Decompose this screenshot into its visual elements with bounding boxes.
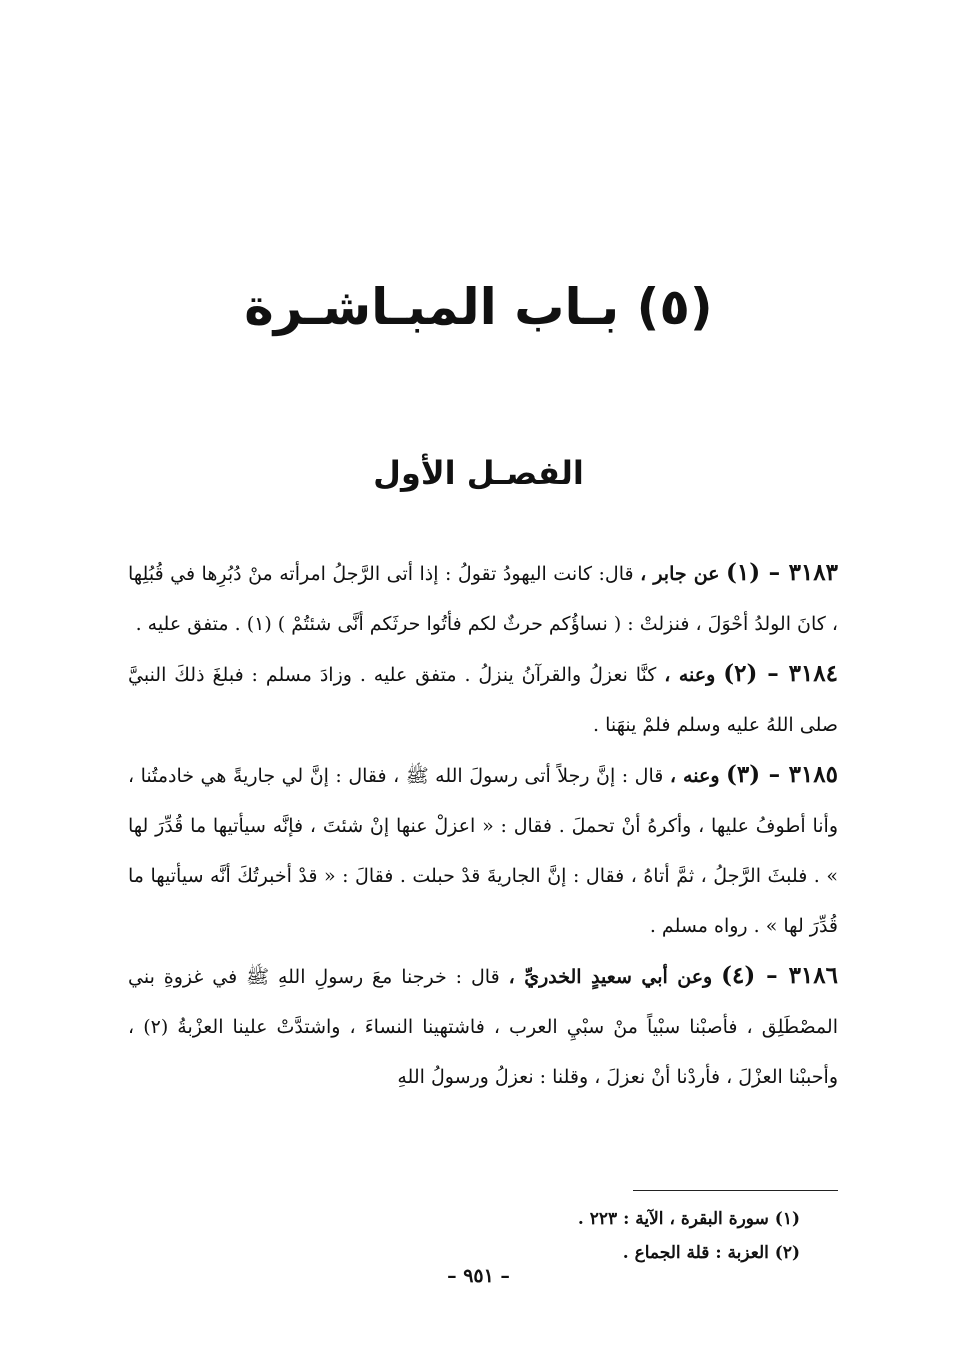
hadith-number: ٣١٨٦ – (٤) xyxy=(721,962,838,989)
hadith-text: قال: كانت اليهودُ تقولُ : إذا أتى الرَّجلُ امرأته منْ دُبُرِها في قُبُلِها ، كانَ الولدُ أحْوَلَ ، فنزلتْ : ( نساؤُكم حرثٌ لكم فأتُوا حرثَكم أنَّى شئتُمْ ) (١) . متفق عليه . xyxy=(128,563,838,635)
footnote-2: (٢) العزبة : قلة الجماع . xyxy=(622,1243,800,1263)
hadith-3185 xyxy=(128,750,838,951)
hadith-narrator: وعنه ، xyxy=(664,664,716,686)
footnote-divider xyxy=(633,1190,838,1191)
hadith-text: قال : إنَّ رجلاً أتى رسولَ الله ﷺ ، فقال : إنَّ لي جاريةً هي خادمتُنا ، وأنا أطوفُ عليها ، وأكرهُ أنْ تحملَ . فقال : « اعزلْ عنها إنْ شئتَ ، فإنَّه سيأتيها ما قُدِّرَ لها » . فلبثَ الرَّجلُ ، ثمَّ أتاهُ ، فقال : إنَّ الجاريةَ قدْ حبلت . فقالَ : « قدْ أخبرتُكَ أنَّه سيأتيها ما قُدِّرَ لها » . رواه مسلم . xyxy=(128,765,838,937)
chapter-title: (٥) بـاب المبـاشـرة xyxy=(244,278,713,336)
hadith-narrator: وعنه ، xyxy=(669,765,720,787)
hadith-text: قال : خرجنا معَ رسولِ اللهِ ﷺ في غزوةِ بني المصْطَلِق ، فأصبْنا سبْياً منْ سبْيِ العرب ، فاشتهينا النساءَ ، واشتدَّتْ علينا العزْبةُ (٢) ، وأحببْنا العزْلَ ، فأردْنا أنْ نعزلَ ، وقلنا : نعزلُ ورسولُ اللهِ xyxy=(128,966,838,1088)
footnotes xyxy=(128,1202,800,1270)
hadith-number: ٣١٨٥ – (٣) xyxy=(726,761,838,788)
hadith-narrator: وعن أبي سعيدٍ الخدريِّ ، xyxy=(508,966,713,988)
hadith-number: ٣١٨٤ – (٢) xyxy=(723,660,838,687)
hadith-narrator: عن جابر ، xyxy=(640,563,720,585)
hadith-text: كنَّا نعزلُ والقرآنُ ينزلُ . متفق عليه . وزادَ مسلم : فبلغَ ذلكَ النبيَّ صلى اللهُ عليه وسلم فلمْ ينهَنا . xyxy=(128,664,838,736)
hadith-3184 xyxy=(128,649,838,750)
hadith-3186 xyxy=(128,951,838,1102)
hadith-body xyxy=(128,548,838,1102)
hadith-number: ٣١٨٣ – (١) xyxy=(726,559,838,586)
footnote-1: (١) سورة البقرة ، الآية : ٢٢٣ . xyxy=(577,1209,800,1229)
hadith-3183 xyxy=(128,548,838,649)
section-title: الفصـل الأول xyxy=(373,454,584,492)
page-number: – ٩٥١ – xyxy=(447,1265,510,1287)
